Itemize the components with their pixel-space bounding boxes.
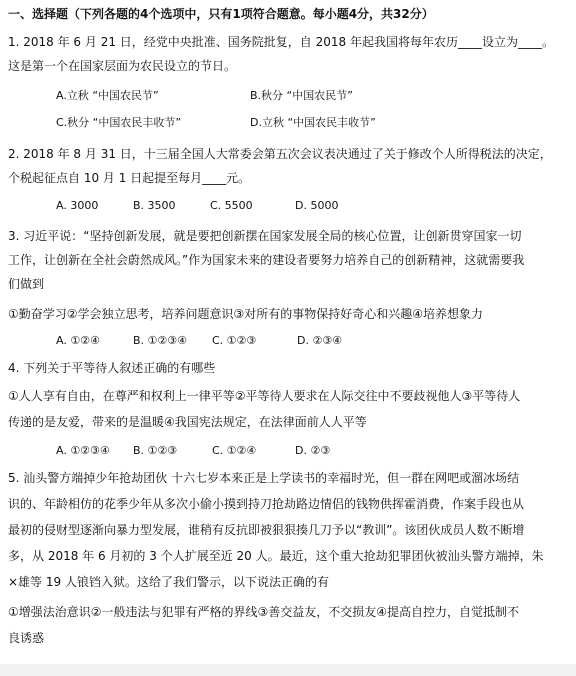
question-5-stem-line-2: 识的、年龄相仿的花季少年从多次小偷小摸到持刀抢劫路边情侣的钱物供挥霍消费，作案手段也从 (8, 497, 525, 511)
question-3-option-a: A. ①②④ (56, 334, 100, 347)
question-2-stem-line-1: 2. 2018 年 8 月 31 日，十三届全国人大常委会第五次会议表决通过了关于修改个人所得税法的决定， (8, 147, 552, 161)
question-4-option-b: B. ①②③ (133, 444, 178, 457)
question-5-stem-line-1: 5. 汕头警方端掉少年抢劫团伙 十六七岁本来正是上学读书的幸福时光，但一群在网吧或溜冰场结 (8, 471, 520, 485)
question-3-option-b: B. ①②③④ (133, 334, 187, 347)
question-1-option-b: B.秋分 “中国农民节” (250, 89, 353, 102)
question-5-stem-line-6: ①增强法治意识②一般违法与犯罪有严格的界线③善交益友，不交损友④提高自控力，自觉抵制不 (8, 605, 520, 619)
question-2-option-c: C. 5500 (210, 199, 253, 212)
question-5-stem-line-7: 良诱惑 (8, 631, 45, 645)
question-1-stem-line-2: 这是第一个在国家层面为农民设立的节日。 (8, 59, 237, 73)
question-3-stem-line-2: 工作，让创新在全社会蔚然成风。”作为国家未来的建设者要努力培养自己的创新精神，这就需要我 (8, 253, 525, 267)
question-5-stem-line-5: ×雄等 19 人锒铛入狱。这给了我们警示，以下说法正确的有 (8, 575, 329, 589)
question-4-option-d: D. ②③ (295, 444, 331, 457)
question-2-option-d: D. 5000 (295, 199, 339, 212)
question-5-stem-line-4: 多，从 2018 年 6 月初的 3 个人扩展至近 20 人。最近，这个重大抢劫犯罪团伙被汕头警方端掉，朱 (8, 549, 544, 563)
question-4-stem-line-3: 传递的是友爱，带来的是温暖④我国宪法规定，在法律面前人人平等 (8, 415, 367, 429)
question-3-option-c: C. ①②③ (212, 334, 257, 347)
question-1-option-a: A.立秋 “中国农民节” (56, 89, 159, 102)
page-bottom-strip (0, 664, 576, 676)
question-3-stem-line-4: ①勤奋学习②学会独立思考，培养问题意识③对所有的事物保持好奇心和兴趣④培养想象力 (8, 307, 484, 321)
question-3-stem-line-3: 们做到 (8, 277, 45, 291)
question-2-option-a: A. 3000 (56, 199, 99, 212)
question-2-option-b: B. 3500 (133, 199, 176, 212)
question-1-option-d: D.立秋 “中国农民丰收节” (250, 116, 376, 129)
question-4-option-a: A. ①②③④ (56, 444, 110, 457)
question-1-stem-line-1: 1. 2018 年 6 月 21 日，经党中央批准、国务院批复，自 2018 年起我国将每年农历____设立为____。 (8, 35, 554, 49)
question-4-option-c: C. ①②④ (212, 444, 257, 457)
question-1-option-c: C.秋分 “中国农民丰收节” (56, 116, 182, 129)
question-3-option-d: D. ②③④ (297, 334, 343, 347)
question-2-stem-line-2: 个税起征点自 10 月 1 日起提至每月____元。 (8, 171, 251, 185)
question-4-stem-line-1: 4. 下列关于平等待人叙述正确的有哪些 (8, 361, 216, 375)
question-4-stem-line-2: ①人人享有自由，在尊严和权利上一律平等②平等待人要求在人际交往中不要歧视他人③平等待人 (8, 389, 521, 403)
question-5-stem-line-3: 最初的侵财型逐渐向暴力型发展，谁稍有反抗即被狠狠揍几刀予以“教训”。该团伙成员人数不断增 (8, 523, 525, 537)
question-3-stem-line-1: 3. 习近平说：“坚持创新发展，就是要把创新摆在国家发展全局的核心位置，让创新贯穿国家一切 (8, 229, 522, 243)
section-header: 一、选择题（下列各题的4个选项中，只有1项符合题意。每小题4分，共32分） (8, 7, 434, 21)
